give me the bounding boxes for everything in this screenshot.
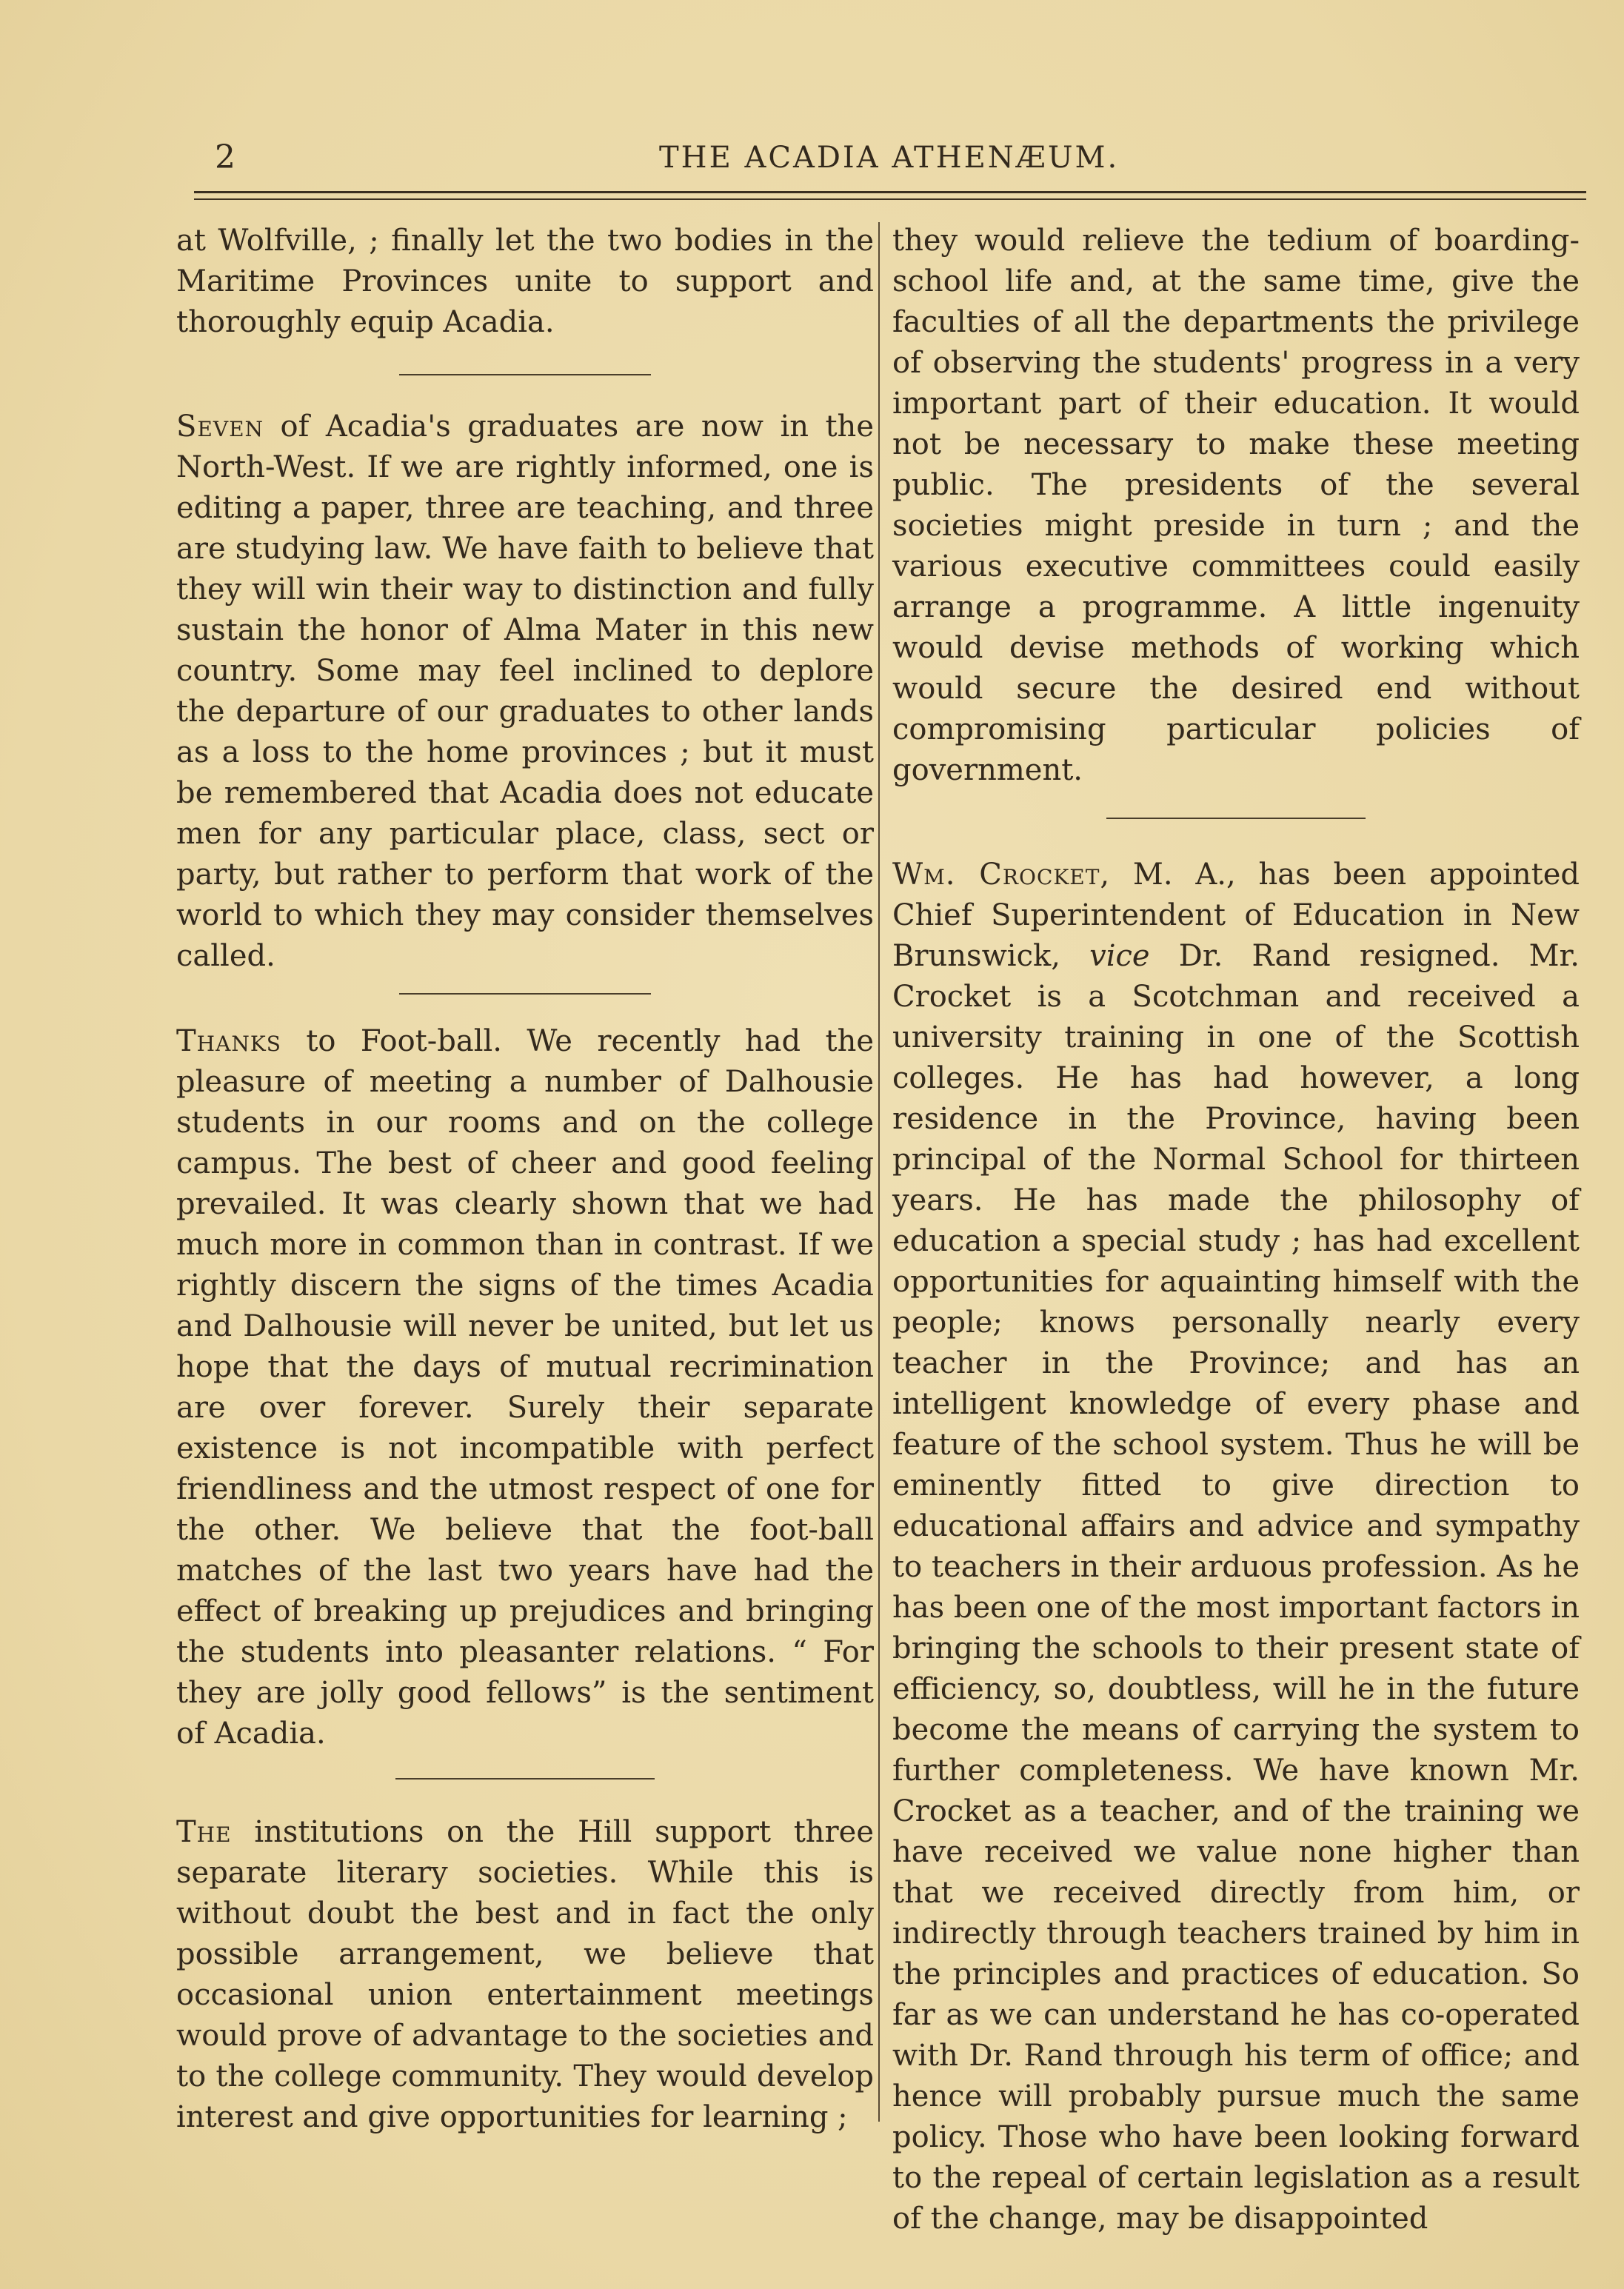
running-title: THE ACADIA ATHENÆUM. (659, 141, 1120, 175)
paragraph-lead-word: Seven (176, 410, 264, 444)
paragraph-crocket (892, 855, 1580, 2239)
page-number: 2 (215, 138, 235, 176)
paragraph-football (176, 1021, 874, 1754)
paragraph-lead-word: Wm. Crocket, (892, 858, 1111, 892)
header-rule-thick (194, 191, 1586, 193)
paragraph-body: to Foot-ball. We recently had the pleasure of meeting a number of Dalhousie students in our rooms and on the college campus. The best of cheer and good feeling prevailed. It was clearly shown that we had much more in common than in contrast. If we rightly discern the signs of the times Acadia and Dalhousie will never be united, but let us hope that the days of mutual recrimination are over forever. Surely their separate existence is not incompatible with perfect friendliness and the utmost respect of one for the other. We believe that the foot-ball matches of the last two years have had the effect of breaking up prejudices and bringing the students into pleasanter relations. “ For they are jolly good fellows” is the sentiment of Acadia. (176, 1024, 874, 1751)
left-column (176, 221, 874, 2138)
paragraph-societies (176, 1812, 874, 2138)
italic-vice: vice (1089, 939, 1150, 973)
header-rule-thin (194, 198, 1586, 200)
right-column (892, 221, 1580, 2239)
paragraph-body: Dr. Rand resigned. Mr. Crocket is a Scotchman and received a university training in one of the Scottish colleges. He has had however, a long residence in the Province, having been principal of the Normal School for thirteen years. He has made the philosophy of education a special study ; has had excellent opportunities for aquainting himself with the people; knows personally nearly every teacher in the Province; and has an intelligent knowledge of every phase and feature of the school system. Thus he will be eminently fitted to give direction to educational affairs and advice and sympathy to teachers in their arduous profession. As he has been one of the most important factors in bringing the schools to their present state of efficiency, so, doubtless, will he in the future become the means of carrying the system to further completeness. We have known Mr. Crocket as a teacher, and of the training we have received we value none higher than that we received directly from him, or indirectly through teachers trained by him in the principles and practices of education. So far as we can understand he has co-operated with Dr. Rand through his term of office; and hence will probably pursue much the same policy. Those who have been looking forward to the repeal of certain legislation as a result of the change, may be disappointed (892, 939, 1580, 2236)
column-divider (878, 222, 880, 2122)
paragraph-lead-word: The (176, 1815, 232, 1849)
paragraph-lead-word: Thanks (176, 1024, 281, 1058)
page-header (215, 136, 1592, 180)
paragraph-continuation: at Wolfville, ; finally let the two bodies in the Maritime Provinces unite to support and thoroughly equip Acadia. (176, 224, 874, 339)
paragraph-continuation: they would relieve the tedium of boarding-school life and, at the same time, give the faculties of all the departments the privilege of observing the students' progress in a very important part of their education. It would not be necessary to make these meeting public. The presidents of the several societies might preside in turn ; and the various executive committees could easily arrange a programme. A little ingenuity would devise methods of working which would secure the desired end without compromising particular policies of government. (892, 224, 1580, 787)
paragraph-body: of Acadia's graduates are now in the North-West. If we are rightly informed, one is editing a paper, three are teaching, and three are studying law. We have faith to believe that they will win their way to distinction and fully sustain the honor of Alma Mater in this new country. Some may feel inclined to deplore the departure of our graduates to other lands as a loss to the home provinces ; but it must be remembered that Acadia does not educate men for any particular place, class, sect or party, but rather to perform that work of the world to which they may consider themselves called. (176, 410, 874, 973)
paragraph-body: institutions on the Hill support three separate literary societies. While this is without doubt the best and in fact the only possible arrangement, we believe that occasional union entertainment meetings would prove of advantage to the societies and to the college community. They would develop interest and give opportunities for learning ; (176, 1815, 874, 2134)
paragraph-body: M. A., has been appointed Chief Superintendent of Education in New Brunswick, (892, 858, 1580, 973)
paragraph-graduates (176, 407, 874, 977)
